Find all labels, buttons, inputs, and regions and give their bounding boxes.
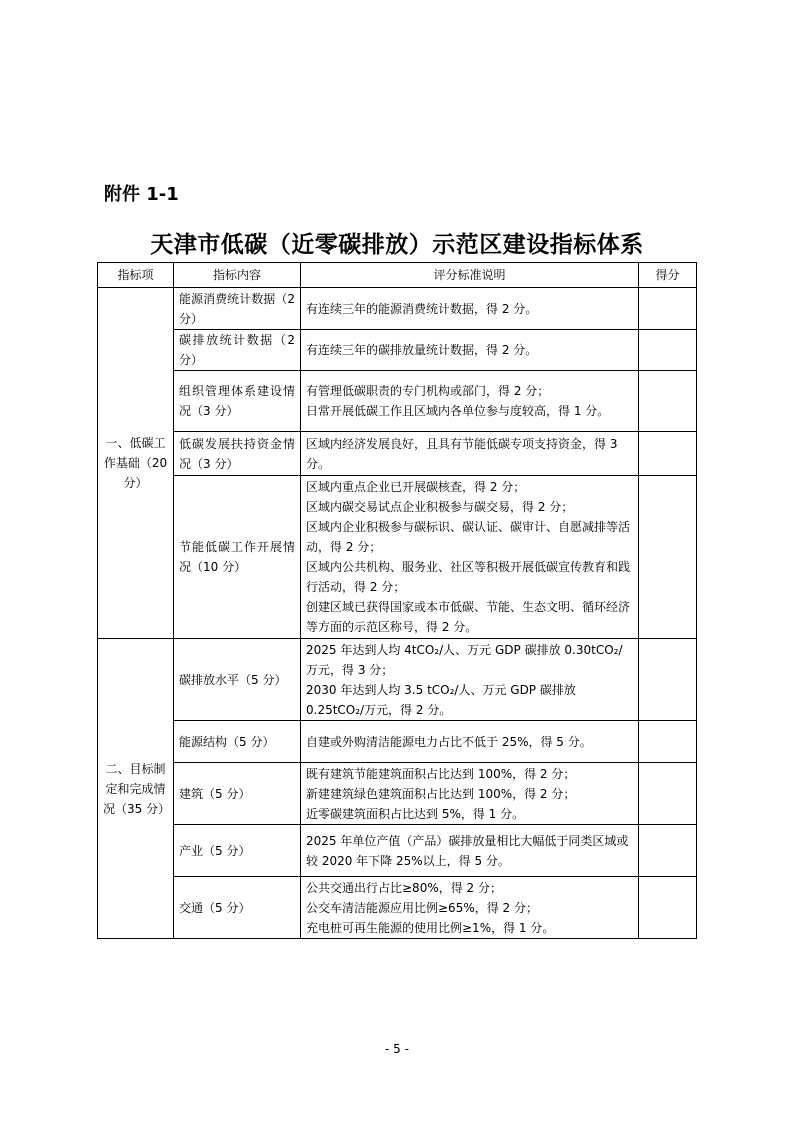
score-cell [639, 432, 697, 476]
page-title: 天津市低碳（近零碳排放）示范区建设指标体系 [150, 231, 644, 258]
table-row [98, 877, 697, 939]
criteria-line: 区域内企业积极参与碳标识、碳认证、碳审计、自愿减排等活动，得 2 分； [306, 520, 631, 554]
criteria-line: 创建区域已获得国家或本市低碳、节能、生态文明、循环经济等方面的示范区称号，得 2 分。 [306, 600, 631, 634]
header-indicator-category: 指标项 [98, 263, 174, 288]
criteria-cell [301, 476, 639, 639]
criteria-cell [301, 763, 639, 825]
category-cell: 二、目标制定和完成情况（35 分） [98, 639, 174, 939]
table-row [98, 639, 697, 721]
item-cell: 碳排放水平（5 分） [174, 639, 301, 721]
item-cell: 碳排放统计数据（2 分） [174, 330, 301, 371]
criteria-cell [301, 877, 639, 939]
table-row [98, 763, 697, 825]
criteria-line: 有连续三年的碳排放量统计数据，得 2 分。 [306, 343, 538, 357]
category-cell: 一、低碳工作基础（20 分） [98, 288, 174, 639]
table-row [98, 330, 697, 371]
criteria-cell [301, 825, 639, 877]
criteria-line: 日常开展低碳工作且区域内各单位参与度较高，得 1 分。 [306, 404, 610, 418]
attachment-label: 附件 1-1 [104, 184, 179, 205]
criteria-line: 区域内重点企业已开展碳核查，得 2 分； [306, 480, 526, 494]
table-row [98, 476, 697, 639]
item-cell: 能源结构（5 分） [174, 721, 301, 763]
table-row [98, 825, 697, 877]
table-header-row [98, 263, 697, 288]
criteria-line: 有连续三年的能源消费统计数据，得 2 分。 [306, 301, 538, 316]
score-cell [639, 639, 697, 721]
header-scoring-criteria: 评分标准说明 [301, 263, 639, 288]
score-cell [639, 371, 697, 432]
indicator-table [97, 262, 697, 939]
item-cell: 产业（5 分） [174, 825, 301, 877]
criteria-line: 公交车清洁能源应用比例≥65%，得 2 分； [306, 900, 538, 915]
score-cell [639, 330, 697, 371]
item-cell: 组织管理体系建设情况（3 分） [174, 371, 301, 432]
criteria-line: 自建或外购清洁能源电力占比不低于 25%，得 5 分。 [306, 734, 592, 749]
criteria-line: 新建建筑绿色建筑面积占比达到 100%，得 2 分； [306, 786, 576, 801]
header-indicator-content: 指标内容 [174, 263, 301, 288]
score-cell [639, 825, 697, 877]
criteria-cell [301, 721, 639, 763]
item-cell: 节能低碳工作开展情况（10 分） [174, 476, 301, 639]
criteria-cell [301, 639, 639, 721]
item-cell: 交通（5 分） [174, 877, 301, 939]
criteria-line: 充电桩可再生能源的使用比例≥1%，得 1 分。 [306, 920, 555, 935]
page-number: - 5 - [385, 1042, 409, 1056]
criteria-cell [301, 330, 639, 371]
criteria-line: 2030 年达到人均 3.5 tCO₂/人、万元 GDP 碳排放 0.25tCO₂/万元，得 2 分。 [306, 682, 576, 717]
header-score: 得分 [639, 263, 697, 288]
criteria-cell [301, 288, 639, 330]
criteria-line: 近零碳建筑面积占比达到 5%，得 1 分。 [306, 806, 525, 821]
item-cell: 低碳发展扶持资金情况（3 分） [174, 432, 301, 476]
score-cell [639, 288, 697, 330]
table-row [98, 432, 697, 476]
criteria-cell [301, 432, 639, 476]
item-cell: 建筑（5 分） [174, 763, 301, 825]
criteria-line: 区域内碳交易试点企业积极参与碳交易，得 2 分； [306, 500, 574, 514]
score-cell [639, 877, 697, 939]
criteria-line: 2025 年单位产值（产品）碳排放量相比大幅低于同类区域或较 2020 年下降 25%以上，得 5 分。 [306, 833, 629, 868]
score-cell [639, 721, 697, 763]
criteria-line: 区域内公共机构、服务业、社区等积极开展低碳宣传教育和践行活动，得 2 分； [306, 560, 631, 594]
table-row [98, 288, 697, 330]
criteria-line: 有管理低碳职责的专门机构或部门，得 2 分； [306, 384, 550, 398]
criteria-line: 既有建筑节能建筑面积占比达到 100%，得 2 分； [306, 766, 576, 781]
criteria-line: 区域内经济发展良好，且具有节能低碳专项支持资金，得 3 分。 [306, 436, 618, 471]
criteria-line: 2025 年达到人均 4tCO₂/人、万元 GDP 碳排放 0.30tCO₂/万元，得 3 分； [306, 642, 623, 677]
criteria-cell [301, 371, 639, 432]
score-cell [639, 763, 697, 825]
table-row [98, 721, 697, 763]
score-cell [639, 476, 697, 639]
criteria-line: 公共交通出行占比≥80%，得 2 分； [306, 880, 502, 895]
table-row [98, 371, 697, 432]
item-cell: 能源消费统计数据（2 分） [174, 288, 301, 330]
